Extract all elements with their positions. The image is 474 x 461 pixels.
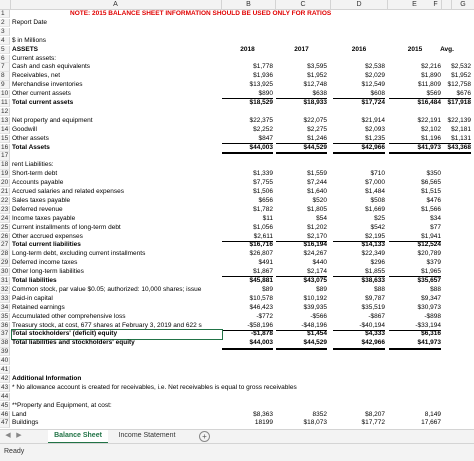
- cell-c[interactable]: -$566: [310, 312, 327, 320]
- cell-a[interactable]: Land: [12, 410, 27, 418]
- cell-c[interactable]: $2,275: [307, 125, 327, 133]
- cell-b[interactable]: -$1,878: [250, 330, 273, 338]
- table-row: [0, 10, 474, 18]
- table-row: [0, 206, 474, 214]
- table-row: [0, 295, 474, 303]
- cell-c[interactable]: $7,244: [307, 179, 327, 187]
- cell-e[interactable]: $22,191: [417, 116, 441, 124]
- table-row: [0, 224, 474, 232]
- cell-e[interactable]: $6,316: [421, 330, 441, 338]
- table-row: [0, 126, 474, 134]
- row-number[interactable]: 15: [1, 134, 9, 142]
- cell-a[interactable]: Buildings: [12, 419, 39, 427]
- table-row: [0, 81, 474, 89]
- table-row: [0, 19, 474, 27]
- row-number[interactable]: 30: [1, 268, 9, 276]
- cell-e[interactable]: $1,941: [389, 233, 441, 242]
- cell-e[interactable]: $350: [426, 170, 441, 178]
- cell-a[interactable]: Paid-in capital: [12, 294, 53, 302]
- row-number[interactable]: 2: [0, 19, 10, 27]
- column-header-f[interactable]: F: [420, 0, 452, 9]
- cell-d[interactable]: $1,855: [333, 268, 385, 277]
- cell-e[interactable]: $11,809: [417, 81, 441, 89]
- cell-b[interactable]: $1,782: [253, 205, 273, 213]
- table-row: [0, 170, 474, 178]
- cell-d[interactable]: $2,093: [365, 125, 385, 133]
- cell-b[interactable]: $44,003: [222, 144, 273, 154]
- table-row: [0, 161, 474, 169]
- table-row: [0, 233, 474, 241]
- table-row: [0, 63, 474, 71]
- row-number[interactable]: 31: [1, 277, 9, 284]
- table-row: [0, 250, 474, 258]
- cell-d[interactable]: $2,029: [365, 72, 385, 80]
- cell-c[interactable]: $43,075: [303, 277, 327, 284]
- cell-a[interactable]: Total stockholders' (deficit) equity: [12, 330, 222, 338]
- cell-d[interactable]: $8,207: [365, 410, 385, 418]
- row-number[interactable]: 19: [1, 170, 9, 178]
- table-row: [0, 304, 474, 312]
- cell-b[interactable]: $2,611: [222, 233, 273, 242]
- cell-d[interactable]: 2016: [351, 45, 367, 53]
- row-number[interactable]: 40: [1, 357, 9, 365]
- cell-d[interactable]: $1,484: [365, 188, 385, 195]
- cell-a[interactable]: Total liabilities and stockholders' equity: [12, 339, 135, 347]
- row-number[interactable]: 4: [0, 37, 10, 45]
- table-row: [0, 313, 474, 321]
- cell-a[interactable]: Total current assets: [12, 99, 74, 106]
- cell-b[interactable]: $22,375: [249, 116, 273, 124]
- cell-c[interactable]: $39,935: [303, 303, 327, 311]
- cell-e[interactable]: $41,973: [389, 144, 441, 154]
- cell-a[interactable]: Goodwill: [12, 125, 37, 133]
- cell-b[interactable]: $13,925: [249, 81, 273, 89]
- cell-b[interactable]: $16,716: [249, 241, 273, 249]
- cell-b[interactable]: $1,056: [253, 223, 273, 231]
- cell-e[interactable]: $30,973: [417, 303, 441, 311]
- column-header-bar: [0, 0, 474, 10]
- cell-d[interactable]: $22,349: [361, 250, 385, 258]
- cell-b[interactable]: $89: [262, 285, 273, 293]
- cell-a[interactable]: NOTE: 2015 BALANCE SHEET INFORMATION SHOULD BE USED ONLY FOR RATIOS: [70, 10, 332, 17]
- cell-a[interactable]: Common stock, par value $0.05; authorized: 10,000 shares; issue: [12, 285, 202, 293]
- cell-f[interactable]: $1,131: [423, 135, 471, 144]
- cell-a[interactable]: Cash and cash equivalents: [12, 63, 91, 71]
- cell-e[interactable]: $35,657: [417, 277, 441, 284]
- column-header-a[interactable]: A: [10, 0, 222, 9]
- row-number[interactable]: 17: [1, 152, 9, 160]
- cell-e[interactable]: $379: [426, 259, 441, 267]
- cell-a[interactable]: Sales taxes payable: [12, 196, 71, 204]
- cell-d[interactable]: $42,966: [333, 339, 385, 349]
- cell-e[interactable]: $41,973: [389, 339, 441, 349]
- cell-a[interactable]: rent Liabilities:: [12, 161, 54, 169]
- table-row: [0, 339, 474, 347]
- cell-a[interactable]: ASSETS: [12, 45, 39, 53]
- cell-e[interactable]: $88: [430, 285, 441, 293]
- cell-b[interactable]: $44,003: [222, 339, 273, 349]
- row-number[interactable]: 44: [1, 392, 9, 400]
- row-number[interactable]: 37: [1, 330, 9, 338]
- cell-a[interactable]: Accumulated other comprehensive loss: [12, 312, 126, 320]
- cell-b[interactable]: $18,529: [249, 99, 273, 106]
- cell-a[interactable]: $ in Millions: [12, 36, 46, 44]
- cell-f[interactable]: $2,532: [451, 63, 471, 71]
- row-number[interactable]: 38: [1, 339, 9, 347]
- cell-b[interactable]: $10,578: [249, 294, 273, 302]
- cell-a[interactable]: Other accrued expenses: [12, 232, 83, 240]
- row-number[interactable]: 27: [1, 241, 9, 249]
- tab-balance-sheet[interactable]: Balance Sheet: [48, 430, 108, 444]
- row-number[interactable]: 18: [1, 161, 9, 169]
- cell-c[interactable]: $89: [316, 285, 327, 293]
- cell-e[interactable]: $12,524: [417, 241, 441, 249]
- cell-a[interactable]: Total current liabilities: [12, 241, 81, 249]
- cell-c[interactable]: $1,640: [307, 188, 327, 195]
- row-number[interactable]: 39: [1, 348, 9, 356]
- cell-f[interactable]: $43,368: [423, 144, 471, 154]
- cell-a[interactable]: Other long-term liabilities: [12, 268, 84, 276]
- cell-a[interactable]: Retained earnings: [12, 303, 65, 311]
- row-number[interactable]: 13: [1, 116, 9, 124]
- table-row: [0, 419, 474, 427]
- cell-f[interactable]: $17,918: [447, 99, 471, 106]
- cell-c[interactable]: 2017: [294, 45, 309, 53]
- cell-d[interactable]: $4,333: [365, 330, 385, 338]
- table-row: [0, 375, 474, 383]
- table-row: [0, 135, 474, 143]
- table-row: [0, 188, 474, 196]
- row-number[interactable]: 45: [1, 401, 9, 409]
- tab-income-statement[interactable]: Income Statement: [118, 432, 176, 439]
- table-row: [0, 117, 474, 125]
- cell-b[interactable]: $847: [222, 135, 273, 144]
- cell-d[interactable]: $21,914: [361, 116, 385, 124]
- cell-c[interactable]: $2,170: [276, 233, 327, 242]
- cell-c[interactable]: $1,246: [276, 135, 327, 144]
- row-number[interactable]: 33: [1, 294, 9, 302]
- cell-b[interactable]: $1,936: [253, 72, 273, 80]
- cell-d[interactable]: -$867: [368, 312, 385, 320]
- cell-b[interactable]: $1,778: [253, 63, 273, 71]
- row-number[interactable]: 5: [0, 46, 10, 54]
- row-number[interactable]: 23: [1, 205, 9, 213]
- cell-a[interactable]: Receivables, net: [12, 72, 61, 80]
- cell-a[interactable]: Net property and equipment: [12, 116, 93, 124]
- cell-e[interactable]: $6,565: [421, 179, 441, 187]
- table-row: [0, 277, 474, 285]
- cell-f[interactable]: $1,952: [451, 72, 471, 80]
- row-number[interactable]: 20: [1, 179, 9, 187]
- cell-b[interactable]: $26,807: [249, 250, 273, 258]
- cell-e[interactable]: $1,515: [421, 188, 441, 195]
- table-row: [0, 144, 474, 152]
- cell-c[interactable]: $440: [312, 259, 327, 267]
- cell-f[interactable]: $676: [423, 90, 471, 99]
- row-number[interactable]: 42: [1, 374, 9, 382]
- cell-d[interactable]: $542: [370, 223, 385, 231]
- row-number[interactable]: 34: [1, 303, 9, 311]
- cell-b[interactable]: $1,339: [253, 170, 273, 178]
- cell-d[interactable]: $9,787: [365, 294, 385, 302]
- cell-d[interactable]: $12,549: [361, 81, 385, 89]
- cell-c[interactable]: $10,192: [303, 294, 327, 302]
- cell-e[interactable]: $1,196: [389, 135, 441, 144]
- cell-c[interactable]: $2,174: [276, 268, 327, 277]
- row-number[interactable]: 21: [1, 188, 9, 195]
- table-row: [0, 357, 474, 365]
- cell-a[interactable]: Other assets: [12, 134, 49, 142]
- cell-d[interactable]: $25: [374, 214, 385, 222]
- table-row: [0, 55, 474, 63]
- cell-d[interactable]: $38,633: [361, 277, 385, 284]
- table-row: [0, 197, 474, 205]
- cell-e[interactable]: 8,149: [424, 410, 441, 418]
- cell-e[interactable]: -$898: [424, 312, 441, 320]
- cell-d[interactable]: $88: [374, 285, 385, 293]
- cell-e[interactable]: $2,216: [421, 63, 441, 71]
- spreadsheet-grid[interactable]: [0, 10, 474, 428]
- cell-e[interactable]: $569: [389, 90, 441, 99]
- cell-e[interactable]: $16,484: [417, 99, 441, 106]
- cell-a[interactable]: Accrued salaries and related expenses: [12, 188, 125, 195]
- row-number[interactable]: 24: [1, 214, 9, 222]
- cell-e[interactable]: $2,102: [421, 125, 441, 133]
- next-sheet-icon[interactable]: ▶: [16, 432, 22, 439]
- cell-a[interactable]: Long-term debt, excluding current installments: [12, 250, 146, 258]
- cell-d[interactable]: $42,966: [333, 144, 385, 154]
- row-number[interactable]: 26: [1, 232, 9, 240]
- column-header-g[interactable]: G: [460, 1, 466, 8]
- cell-d[interactable]: $1,669: [365, 205, 385, 213]
- table-row: [0, 366, 474, 374]
- cell-f[interactable]: Avg.: [440, 45, 454, 53]
- table-row: [0, 268, 474, 276]
- cell-d[interactable]: $17,772: [361, 419, 385, 427]
- cell-b[interactable]: $7,755: [253, 179, 273, 187]
- cell-f[interactable]: $22,139: [447, 116, 471, 124]
- cell-b[interactable]: $890: [222, 90, 273, 99]
- row-number[interactable]: 36: [1, 321, 9, 329]
- row-number[interactable]: 14: [1, 125, 9, 133]
- cell-a[interactable]: * No allowance account is created for receivables, i.e. Net receivables is equal to gross receivables: [12, 383, 297, 391]
- add-sheet-icon[interactable]: +: [199, 431, 210, 442]
- cell-d[interactable]: $14,133: [361, 241, 385, 249]
- table-row: [0, 179, 474, 187]
- cell-d[interactable]: $35,519: [361, 303, 385, 311]
- cell-a[interactable]: Treasury stock, at cost, 677 shares at February 3, 2019 and 622 s: [12, 321, 202, 329]
- row-number[interactable]: 7: [0, 63, 10, 71]
- cell-c[interactable]: $18,073: [303, 419, 327, 427]
- cell-b[interactable]: 2018: [240, 45, 255, 53]
- table-row: [0, 90, 474, 98]
- row-number[interactable]: 8: [0, 72, 10, 80]
- row-number[interactable]: 16: [1, 143, 9, 151]
- cell-e[interactable]: 17,667: [421, 419, 441, 427]
- table-row: [0, 330, 474, 338]
- row-number[interactable]: 3: [0, 28, 10, 36]
- table-row: [0, 286, 474, 294]
- cell-c[interactable]: $22,075: [303, 116, 327, 124]
- cell-a[interactable]: Deferred revenue: [12, 205, 63, 213]
- cell-a[interactable]: Merchandise inventories: [12, 81, 83, 89]
- cell-a[interactable]: **Property and Equipment, at cost:: [12, 401, 112, 409]
- cell-f[interactable]: $12,758: [447, 81, 471, 89]
- cell-e[interactable]: $34: [430, 214, 441, 222]
- cell-a[interactable]: Current assets:: [12, 54, 57, 62]
- row-number[interactable]: 46: [1, 410, 9, 418]
- cell-b[interactable]: $491: [258, 259, 273, 267]
- cell-a[interactable]: Short-term debt: [12, 170, 58, 178]
- cell-d[interactable]: $710: [370, 170, 385, 178]
- cell-c[interactable]: $1,559: [307, 170, 327, 178]
- row-number[interactable]: 43: [1, 383, 9, 391]
- table-row: [0, 99, 474, 107]
- cell-d[interactable]: $7,000: [365, 179, 385, 187]
- table-row: [0, 152, 474, 160]
- table-row: [0, 402, 474, 410]
- cell-c[interactable]: $16,194: [303, 241, 327, 249]
- table-row: [0, 348, 474, 356]
- cell-a[interactable]: Other current assets: [12, 90, 71, 98]
- cell-a[interactable]: Additional Information: [12, 374, 82, 382]
- cell-a[interactable]: Accounts payable: [12, 179, 64, 187]
- row-number[interactable]: 29: [1, 259, 9, 267]
- prev-sheet-icon[interactable]: ◀: [5, 432, 11, 439]
- sheet-tab-bar: [0, 429, 474, 443]
- cell-d[interactable]: $17,724: [361, 99, 385, 106]
- cell-b[interactable]: $46,423: [249, 303, 273, 311]
- column-header-e[interactable]: E: [388, 0, 442, 9]
- row-number[interactable]: 41: [1, 366, 9, 373]
- cell-b[interactable]: 18199: [254, 419, 273, 427]
- row-number[interactable]: 12: [1, 107, 9, 115]
- cell-b[interactable]: $2,252: [253, 125, 273, 133]
- cell-b[interactable]: $1,506: [253, 188, 273, 195]
- cell-c[interactable]: -$48,196: [276, 322, 327, 331]
- table-row: [0, 108, 474, 116]
- cell-c[interactable]: $1,952: [307, 72, 327, 80]
- cell-e[interactable]: $476: [426, 196, 441, 204]
- cell-b[interactable]: $1,867: [222, 268, 273, 277]
- row-number[interactable]: 47: [1, 419, 9, 427]
- row-number[interactable]: 25: [1, 223, 9, 231]
- cell-e[interactable]: $1,890: [421, 72, 441, 80]
- row-number[interactable]: 9: [0, 81, 10, 89]
- status-text: Ready: [4, 448, 25, 455]
- cell-e[interactable]: 2015: [407, 45, 423, 53]
- cell-b[interactable]: -$772: [256, 312, 273, 320]
- row-number[interactable]: 11: [0, 99, 10, 107]
- cell-a[interactable]: Total Assets: [12, 143, 50, 151]
- table-row: [0, 37, 474, 45]
- row-number[interactable]: 6: [0, 55, 10, 63]
- row-number[interactable]: 10: [1, 90, 9, 98]
- column-header-d[interactable]: D: [331, 0, 388, 9]
- cell-e[interactable]: $77: [430, 223, 441, 231]
- cell-c[interactable]: 8352: [312, 410, 327, 418]
- cell-c[interactable]: $24,267: [303, 250, 327, 258]
- cell-e[interactable]: $9,347: [421, 294, 441, 302]
- table-row: [0, 259, 474, 267]
- column-header-c[interactable]: C: [276, 0, 331, 9]
- cell-c[interactable]: $54: [316, 214, 327, 222]
- column-header-b[interactable]: B: [222, 0, 276, 9]
- cell-c[interactable]: $520: [312, 196, 327, 204]
- cell-a[interactable]: Total liabilities: [12, 277, 57, 284]
- cell-d[interactable]: -$40,194: [333, 322, 385, 331]
- cell-b[interactable]: $8,363: [253, 410, 273, 418]
- cell-e[interactable]: -$33,194: [389, 322, 441, 331]
- cell-b[interactable]: -$58,196: [222, 322, 273, 331]
- table-row: [0, 411, 474, 419]
- row-number[interactable]: 28: [1, 250, 9, 258]
- cell-c[interactable]: $638: [276, 90, 327, 99]
- cell-c[interactable]: $1,805: [307, 205, 327, 213]
- cell-a[interactable]: Deferred income taxes: [12, 259, 78, 267]
- cell-a[interactable]: Income taxes payable: [12, 214, 76, 222]
- cell-c[interactable]: $3,595: [307, 63, 327, 71]
- cell-b[interactable]: $11: [262, 214, 273, 222]
- cell-c[interactable]: $12,748: [303, 81, 327, 89]
- table-row: [0, 322, 474, 330]
- cell-e[interactable]: $1,566: [421, 205, 441, 213]
- cell-d[interactable]: $1,235: [333, 135, 385, 144]
- cell-c[interactable]: $44,529: [276, 339, 327, 349]
- cell-d[interactable]: $508: [370, 196, 385, 204]
- cell-a[interactable]: Report Date: [12, 18, 48, 26]
- cell-e[interactable]: $1,965: [389, 268, 441, 277]
- cell-c[interactable]: $1,454: [307, 330, 327, 338]
- cell-d[interactable]: $2,195: [333, 233, 385, 242]
- cell-c[interactable]: $1,202: [307, 223, 327, 231]
- cell-d[interactable]: $608: [333, 90, 385, 99]
- cell-e[interactable]: $20,789: [417, 250, 441, 258]
- cell-c[interactable]: $18,933: [303, 99, 327, 106]
- row-number[interactable]: 1: [0, 10, 10, 18]
- row-number[interactable]: 22: [1, 196, 9, 204]
- table-row: [0, 28, 474, 36]
- row-number[interactable]: 32: [1, 285, 9, 293]
- cell-b[interactable]: $45,881: [249, 277, 273, 284]
- row-number[interactable]: 35: [1, 312, 9, 320]
- table-row: [0, 46, 474, 54]
- table-row: [0, 241, 474, 249]
- cell-b[interactable]: $656: [258, 196, 273, 204]
- cell-d[interactable]: $296: [370, 259, 385, 267]
- cell-a[interactable]: Current installments of long-term debt: [12, 223, 121, 231]
- table-row: [0, 72, 474, 80]
- cell-c[interactable]: $44,529: [276, 144, 327, 154]
- cell-d[interactable]: $2,538: [365, 63, 385, 71]
- table-row: [0, 393, 474, 401]
- table-row: [0, 384, 474, 392]
- table-row: [0, 215, 474, 223]
- status-bar: [0, 443, 474, 461]
- cell-f[interactable]: $2,181: [451, 125, 471, 133]
